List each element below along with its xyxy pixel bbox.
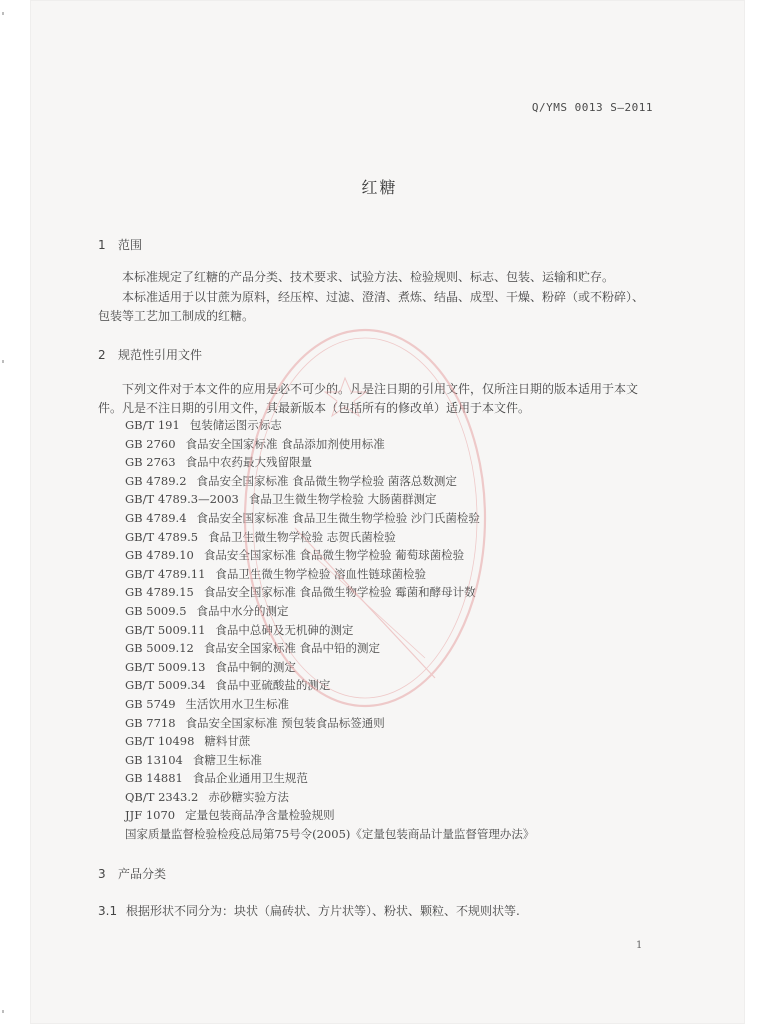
page-number: 1	[636, 940, 643, 951]
reference-title: 定量包装商品净含量检验规则	[185, 808, 335, 823]
reference-item	[125, 715, 534, 734]
reference-item	[125, 603, 534, 622]
reference-title: 食品安全国家标准 食品微生物学检验 菌落总数测定	[196, 473, 457, 488]
reference-code: GB 4789.10	[125, 548, 194, 563]
reference-item	[125, 770, 534, 789]
reference-item	[125, 789, 534, 808]
section-1-heading	[98, 236, 142, 253]
scope-paragraph-2: 本标准适用于以甘蔗为原料，经压榨、过滤、澄清、煮炼、结晶、成型、干燥、粉碎（或不粉碎）、 包装等工艺加工制成的红糖。	[98, 290, 645, 323]
reference-item	[125, 640, 534, 659]
reference-code: GB 7718	[125, 715, 176, 730]
scan-speck	[2, 360, 4, 363]
reference-title: 食品安全国家标准 食品微生物学检验 葡萄球菌检验	[203, 548, 465, 563]
reference-code: QB/T 2343.2	[125, 789, 199, 804]
reference-code: GB/T 191	[125, 418, 180, 432]
reference-title: 食品卫生微生物学检验 志贺氏菌检验	[208, 529, 396, 544]
section-number: 1	[98, 238, 106, 252]
reference-code: GB 4789.4	[125, 510, 187, 525]
reference-code: GB/T 4789.11	[125, 566, 206, 581]
section-3-heading	[98, 865, 166, 882]
section-number: 3	[98, 867, 106, 881]
reference-code: GB 4789.2	[125, 473, 187, 488]
reference-title: 食品卫生微生物学检验 溶血性链球菌检验	[215, 566, 427, 581]
section-title: 规范性引用文件	[118, 348, 203, 362]
reference-title: 生活饮用水卫生标准	[185, 696, 290, 711]
reference-item	[125, 659, 534, 678]
reference-code: GB 13104	[125, 752, 183, 767]
reference-item	[125, 566, 534, 585]
reference-item	[125, 436, 534, 455]
references-intro: 下列文件对于本文件的应用是必不可少的。凡是注日期的引用文件，仅所注日期的版本适用于本文 件。凡是不注日期的引用文件，其最新版本（包括所有的修改单）适用于本文件。	[98, 382, 639, 415]
reference-item	[125, 696, 534, 715]
reference-code: GB 2763	[125, 455, 176, 470]
section-2-heading	[98, 346, 202, 363]
reference-title: 食品安全国家标准 食品微生物学检验 霉菌和酵母计数	[203, 585, 476, 600]
reference-code: GB 5749	[125, 696, 176, 711]
reference-item	[125, 622, 534, 641]
reference-title: 糖料甘蔗	[204, 734, 251, 749]
reference-title: 食品安全国家标准 预包装食品标签通则	[185, 715, 385, 730]
reference-item	[125, 826, 534, 845]
reference-list	[125, 417, 534, 845]
reference-code: GB 14881	[125, 771, 183, 786]
scan-speck	[2, 1010, 4, 1013]
reference-item	[125, 473, 534, 492]
reference-title: 赤砂糖实验方法	[208, 789, 289, 804]
reference-code: GB/T 5009.11	[125, 622, 206, 637]
section-title: 范围	[118, 238, 143, 252]
reference-item	[125, 417, 534, 436]
clause-text: 根据形状不同分为：块状（扁砖状、方片状等）、粉状、颗粒、不规则状等.	[126, 904, 520, 918]
document-code: Q/YMS 0013 S—2011	[531, 101, 653, 114]
reference-item	[125, 584, 534, 603]
reference-item	[125, 510, 534, 529]
reference-title: 食品安全国家标准 食品中铅的测定	[203, 641, 381, 656]
reference-code: GB 5009.5	[125, 603, 187, 618]
section-number: 2	[98, 348, 106, 362]
reference-item	[125, 677, 534, 696]
reference-item	[125, 454, 534, 473]
reference-code: GB/T 5009.34	[125, 678, 206, 693]
scan-margin-right	[745, 0, 759, 1024]
reference-item	[125, 491, 534, 510]
clause-number: 3.1	[98, 904, 118, 918]
reference-title: 食品中农药最大残留限量	[185, 455, 313, 470]
reference-title: 包装储运图示标志	[189, 418, 282, 432]
reference-code: GB/T 4789.5	[125, 529, 199, 544]
document-title: 红糖	[361, 178, 398, 197]
reference-title: 食品安全国家标准 食品添加剂使用标准	[185, 436, 385, 451]
reference-item	[125, 807, 534, 826]
reference-code: GB 5009.12	[125, 641, 194, 656]
reference-code: GB 2760	[125, 436, 176, 451]
reference-item	[125, 529, 534, 548]
reference-title: 食品安全国家标准 食品卫生微生物学检验 沙门氏菌检验	[196, 510, 480, 525]
scan-margin-left	[0, 0, 30, 1024]
reference-title: 食品企业通用卫生规范	[192, 771, 308, 786]
reference-code: GB/T 5009.13	[125, 659, 206, 674]
reference-title: 食品中水分的测定	[196, 603, 289, 618]
reference-title: 食糖卫生标准	[192, 752, 262, 767]
reference-code: JJF 1070	[125, 808, 176, 823]
scan-speck	[2, 12, 4, 15]
scope-paragraph-1: 本标准规定了红糖的产品分类、技术要求、试验方法、检验规则、标志、包装、运输和贮存。	[122, 270, 615, 284]
reference-code: GB/T 10498	[125, 734, 195, 749]
reference-title: 食品中铜的测定	[215, 659, 296, 674]
reference-item	[125, 733, 534, 752]
reference-code: GB/T 4789.3—2003	[125, 492, 239, 507]
clause-3-1	[98, 902, 520, 919]
reference-code: GB 4789.15	[125, 585, 194, 600]
reference-title: 食品中亚硫酸盐的测定	[215, 678, 331, 693]
reference-item	[125, 752, 534, 771]
reference-title: 食品卫生微生物学检验 大肠菌群测定	[248, 492, 437, 507]
section-title: 产品分类	[118, 867, 167, 881]
reference-item	[125, 547, 534, 566]
reference-title: 国家质量监督检验检疫总局第75号令(2005)《定量包装商品计量监督管理办法》	[125, 827, 535, 842]
reference-title: 食品中总砷及无机砷的测定	[215, 622, 354, 637]
